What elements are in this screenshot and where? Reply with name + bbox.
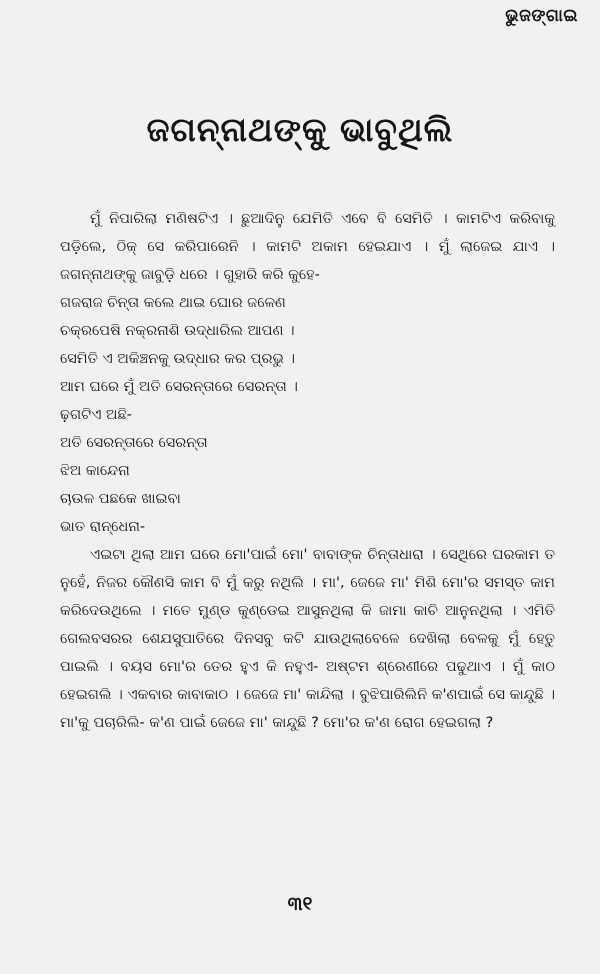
chapter-body (60, 205, 555, 737)
verse-line: ଗଜରାଜ ଚିନ୍ତା କଲେ ଥାଇ ଘୋର ଜଳେଣ (60, 295, 286, 311)
verse-line: ଚାଉଳ ପଛକେ ଖାଇବା (60, 491, 181, 507)
verse-line: ଭାତ ରାନ୍ଧେନା- (60, 519, 146, 535)
verse-line: ଆମ ଘରେ ମୁଁ ଅତି ସେରନ୍ତାରେ ସେରନ୍ତା । (60, 379, 298, 395)
verse-line: ଝିଅ କାନ୍ଦେନା (60, 463, 130, 479)
verse-line: ଚକ୍ରପେଷି ନକ୍ରନାଶି ଉଦ୍ଧାରିଲ ଆପଣ । (60, 323, 295, 339)
running-header: ଭୁଜଙ୍ଗାଇ (505, 6, 578, 26)
verse-line: ସେମିତି ଏ ଅକିଞ୍ଚନକୁ ଉଦ୍ଧାର କର ପ୍ରଭୁ । (60, 351, 296, 367)
chapter-title: ଜଗନ୍ନାଥଙ୍କୁ ଭାବୁଥିଲି (146, 110, 454, 149)
verse-line: ଅତି ସେରନ୍ତାରେ ସେରନ୍ତା (60, 435, 208, 451)
verse-line: ଢ଼ଗଟିଏ ଅଛି- (60, 407, 132, 423)
paragraph-opening: ମୁଁ ନିପାରିଲା ମଣିଷଟିଏ । ଛୁଆଦିନୁ ଯେମିତି ଏବେ ବି ସେମିତି । କାମଟିଏ କରିବାକୁ ପଡ଼ିଲେ, ଠିକ୍ ସେ କରିପାରେନି । କାମଟି ଅକାମ ହେଇଯାଏ । ମୁଁ ଲାଜେଇ ଯାଏ । ଜଗନ୍ନାଥଙ୍କୁ ଜାବୁଡ଼ି ଧରେ । ଗୁହାରି କରି କୁହେ- (60, 211, 555, 283)
paragraph-main: ଏଇଟା ଥିଲା ଆମ ଘରେ ମୋ'ପାଇଁ ମୋ' ବାବାଙ୍କ ଚିନ୍ତାଧାରା । ସେଥିରେ ଘରକାମ ତ ନୁହେଁ, ନିଜର କୌଣସି କାମ ବି ମୁଁ କରୁ ନଥିଲି । ମା', ଜେଜେ ମା' ମିଶି ମୋ'ର ସମସ୍ତ କାମ କରିଦେଉଥିଲେ । ମତେ ମୁଣ୍ଡ କୁଣ୍ଡେଇ ଆସୁନଥିଲା କି ଜାମା କାଚି ଆନୁନଥିଲା । ଏମିତି ଗେଲବସରର ଶେଯସୁପାତିରେ ଦିନସବୁ କଟି ଯାଉଥିଲାବେଳେ ଦେଖିଲା ବେଳକୁ ମୁଁ ହେତୁ ପାଇଲି । ବୟସ ମୋ'ର ତେର ହୁଏ କି ନହୁଏ- ଅଷ୍ଟମ ଶ୍ରେଣୀରେ ପଢୁଥାଏ । ମୁଁ କାଠ ହେଇଗଲି । ଏକବାର କାବାକାଠ । ଜେଜେ ମା' କାନ୍ଦିଲା । ବୁଝିପାରିଲିନି କ'ଣପାଇଁ ସେ କାନ୍ଦୁଛି । ମା'କୁ ପଚାରିଲି- କ'ଣ ପାଇଁ ଜେଜେ ମା' କାନ୍ଦୁଛି ? ମୋ'ର କ'ଣ ରୋଗ ହେଇଗଲା ? (60, 547, 555, 731)
page-number: ୩୧ (287, 893, 313, 915)
verse-block (60, 289, 555, 541)
